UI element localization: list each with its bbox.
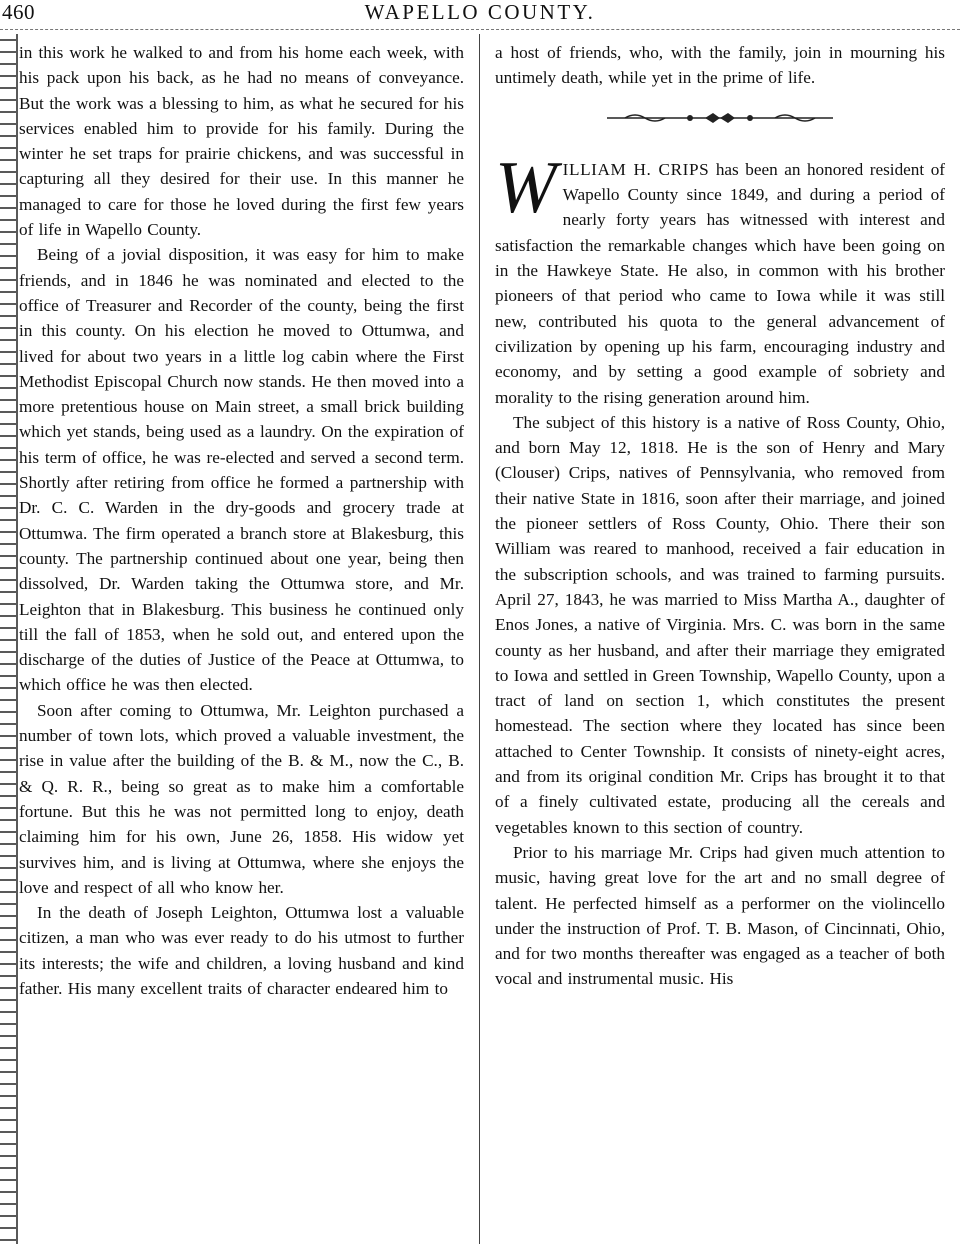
- lead-paragraph-text: has been an honored resident of Wapello County since 1849, and during a period of nearly forty years has witnessed with interest and satisfaction the remarkable changes which have been going on in the Hawkeye State. He also, in common with his brother pioneers of that period who came to Iowa while it was still new, contributed his quota to the general advancement of civilization by opening up his farm, encouraging industry and economy, and by setting a good example of sobriety and morality to the rising generation around him.: [495, 159, 946, 407]
- header-rule: [0, 29, 960, 30]
- paragraph: In the death of Joseph Leighton, Ottumwa lost a valuable citizen, a man who was ever ready to do his utmost to further its interests; the wife and children, a loving husband and kind father. His many excellent traits of character endeared him to: [19, 903, 464, 998]
- ornament-divider: [495, 107, 945, 132]
- running-title: WAPELLO COUNTY.: [364, 0, 596, 24]
- column-divider: [479, 34, 480, 1244]
- paragraph: Prior to his marriage Mr. Crips had given much attention to music, having great love for the art and no small degree of talent. He perfected himself as a performer on the violincello under the instruction of Prof. T. B. Mason, of Cincinnati, Ohio, and for two months thereafter was engaged as a teacher of both vocal and instrumental music. His: [495, 842, 945, 989]
- paragraph: Being of a jovial disposition, it was easy for him to make friends, and in 1846 he was nominated and elected to the office of Treasurer and Recorder of the county, being the first in this county. On his election he moved to Ottumwa, and lived for about two years in a little log cabin where the First Methodist Episcopal Church now stands. He then moved into a more pretentious house on Main street, a small brick building which yet stands, being used as a laundry. On the expiration of his term of office, he was re-elected and served a second term. Shortly after retiring from office he formed a partnership with Dr. C. C. Warden in the dry-goods and grocery trade at Ottumwa. The firm operated a branch store at Blakesburg, this county. The partnership continued about one year, being then dissolved, Dr. Warden taking the Ottumwa store, and Mr. Leighton that in Blakesburg. This business he continued only till the fall of 1853, when he sold out, and entered upon the discharge of the duties of Justice of the Peace at Ottumwa, to which office he was then elected.: [19, 245, 464, 695]
- paragraph: a host of friends, who, with the family, join in mourning his untimely death, while yet in the prime of life.: [495, 43, 945, 88]
- biography-lead-paragraph: [495, 146, 946, 410]
- subject-name: ILLIAM H. CRIPS: [562, 159, 710, 179]
- binding-edge: [0, 34, 18, 1244]
- page-header: [0, 0, 960, 30]
- left-column: [19, 40, 464, 1001]
- paragraph: in this work he walked to and from his home each week, with his pack upon his back, as he had no means of conveyance. But the work was a blessing to him, as what he secured for his services enabled him to provide for his family. During the winter he set traps for prairie chickens, and was successful in capturing all they desired for their use. In this manner he managed to care for those he loved during the first few years of life in Wapello County.: [19, 43, 464, 240]
- right-column: [495, 40, 945, 992]
- page-number: 460: [2, 0, 35, 24]
- paragraph: The subject of this history is a native of Ross County, Ohio, and born May 12, 1818. He is the son of Henry and Mary (Clouser) Crips, natives of Pennsylvania, who removed from their native State in 1816, soon after their marriage, and joined the pioneer settlers of Ross County, Ohio. There their son William was reared to manhood, received a fair education in the subscription schools, and was trained to farming pursuits. April 27, 1843, he was married to Miss Martha A., daughter of Enos Jones, a native of Virginia. Mrs. C. was born in the same county as her husband, and after their marriage they emigrated to Iowa and settled in Green Township, Wapello County, upon a tract of land on section 1, which constitutes the present homestead. The section where they located has since been attached to Center Township. It consists of ninety-eight acres, and from its original condition Mr. Crips has brought it to that of a finely cultivated estate, producing all the cereals and vegetables known to this section of country.: [495, 412, 945, 837]
- ornament-icon: [605, 111, 835, 125]
- dropcap-letter: W: [495, 146, 557, 229]
- paragraph: Soon after coming to Ottumwa, Mr. Leighton purchased a number of town lots, which proved a valuable investment, the rise in value after the building of the B. & M., now the C., B. & Q. R. R., being so great as to make him a comfortable fortune. But this he was not permitted long to enjoy, death claiming him for his own, June 26, 1858. His widow yet survives him, and is living at Ottumwa, where she enjoys the love and respect of all who know her.: [19, 700, 464, 897]
